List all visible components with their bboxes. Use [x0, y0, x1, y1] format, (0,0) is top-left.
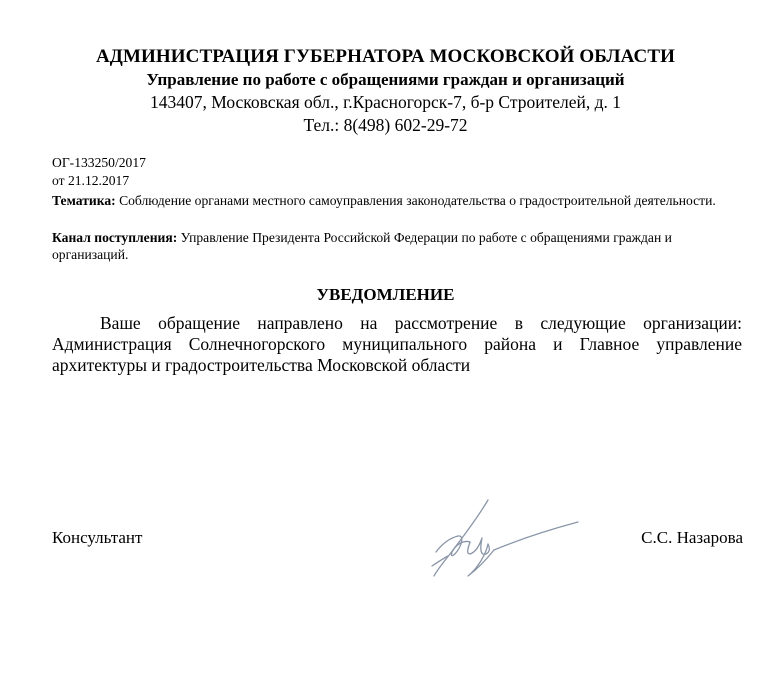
organization-title: АДМИНИСТРАЦИЯ ГУБЕРНАТОРА МОСКОВСКОЙ ОБЛАСТИ [95, 46, 676, 67]
handwritten-signature [428, 492, 588, 582]
channel-paragraph [52, 229, 742, 263]
address-line: 143407, Московская обл., г.Красногорск-7, б-р Строителей, д. 1 [149, 92, 622, 112]
notice-body: Ваше обращение направлено на рассмотрение в следующие организации: Администрация Солнечногорского муниципального района и Главное управление архитектуры и градостроительства Московской области [52, 313, 742, 375]
channel-label: Канал поступления: [52, 230, 178, 245]
signature-strokes [432, 500, 578, 576]
topic-label: Тематика: [52, 193, 116, 208]
notice-heading: УВЕДОМЛЕНИЕ [316, 285, 455, 304]
reference-date: от 21.12.2017 [52, 173, 130, 188]
signer-name: С.С. Назарова [641, 528, 743, 547]
phone-line: Тел.: 8(498) 602-29-72 [303, 115, 468, 135]
channel-value: Управление Президента Российской Федерации по работе с обращениями граждан и организаций. [52, 230, 672, 262]
reference-number: ОГ-133250/2017 [52, 155, 146, 170]
department-subtitle: Управление по работе с обращениями граждан и организаций [146, 70, 625, 89]
topic-paragraph [52, 192, 742, 209]
signer-position: Консультант [52, 528, 143, 547]
topic-value: Соблюдение органами местного самоуправления законодательства о градостроительной деятельности. [119, 193, 716, 208]
